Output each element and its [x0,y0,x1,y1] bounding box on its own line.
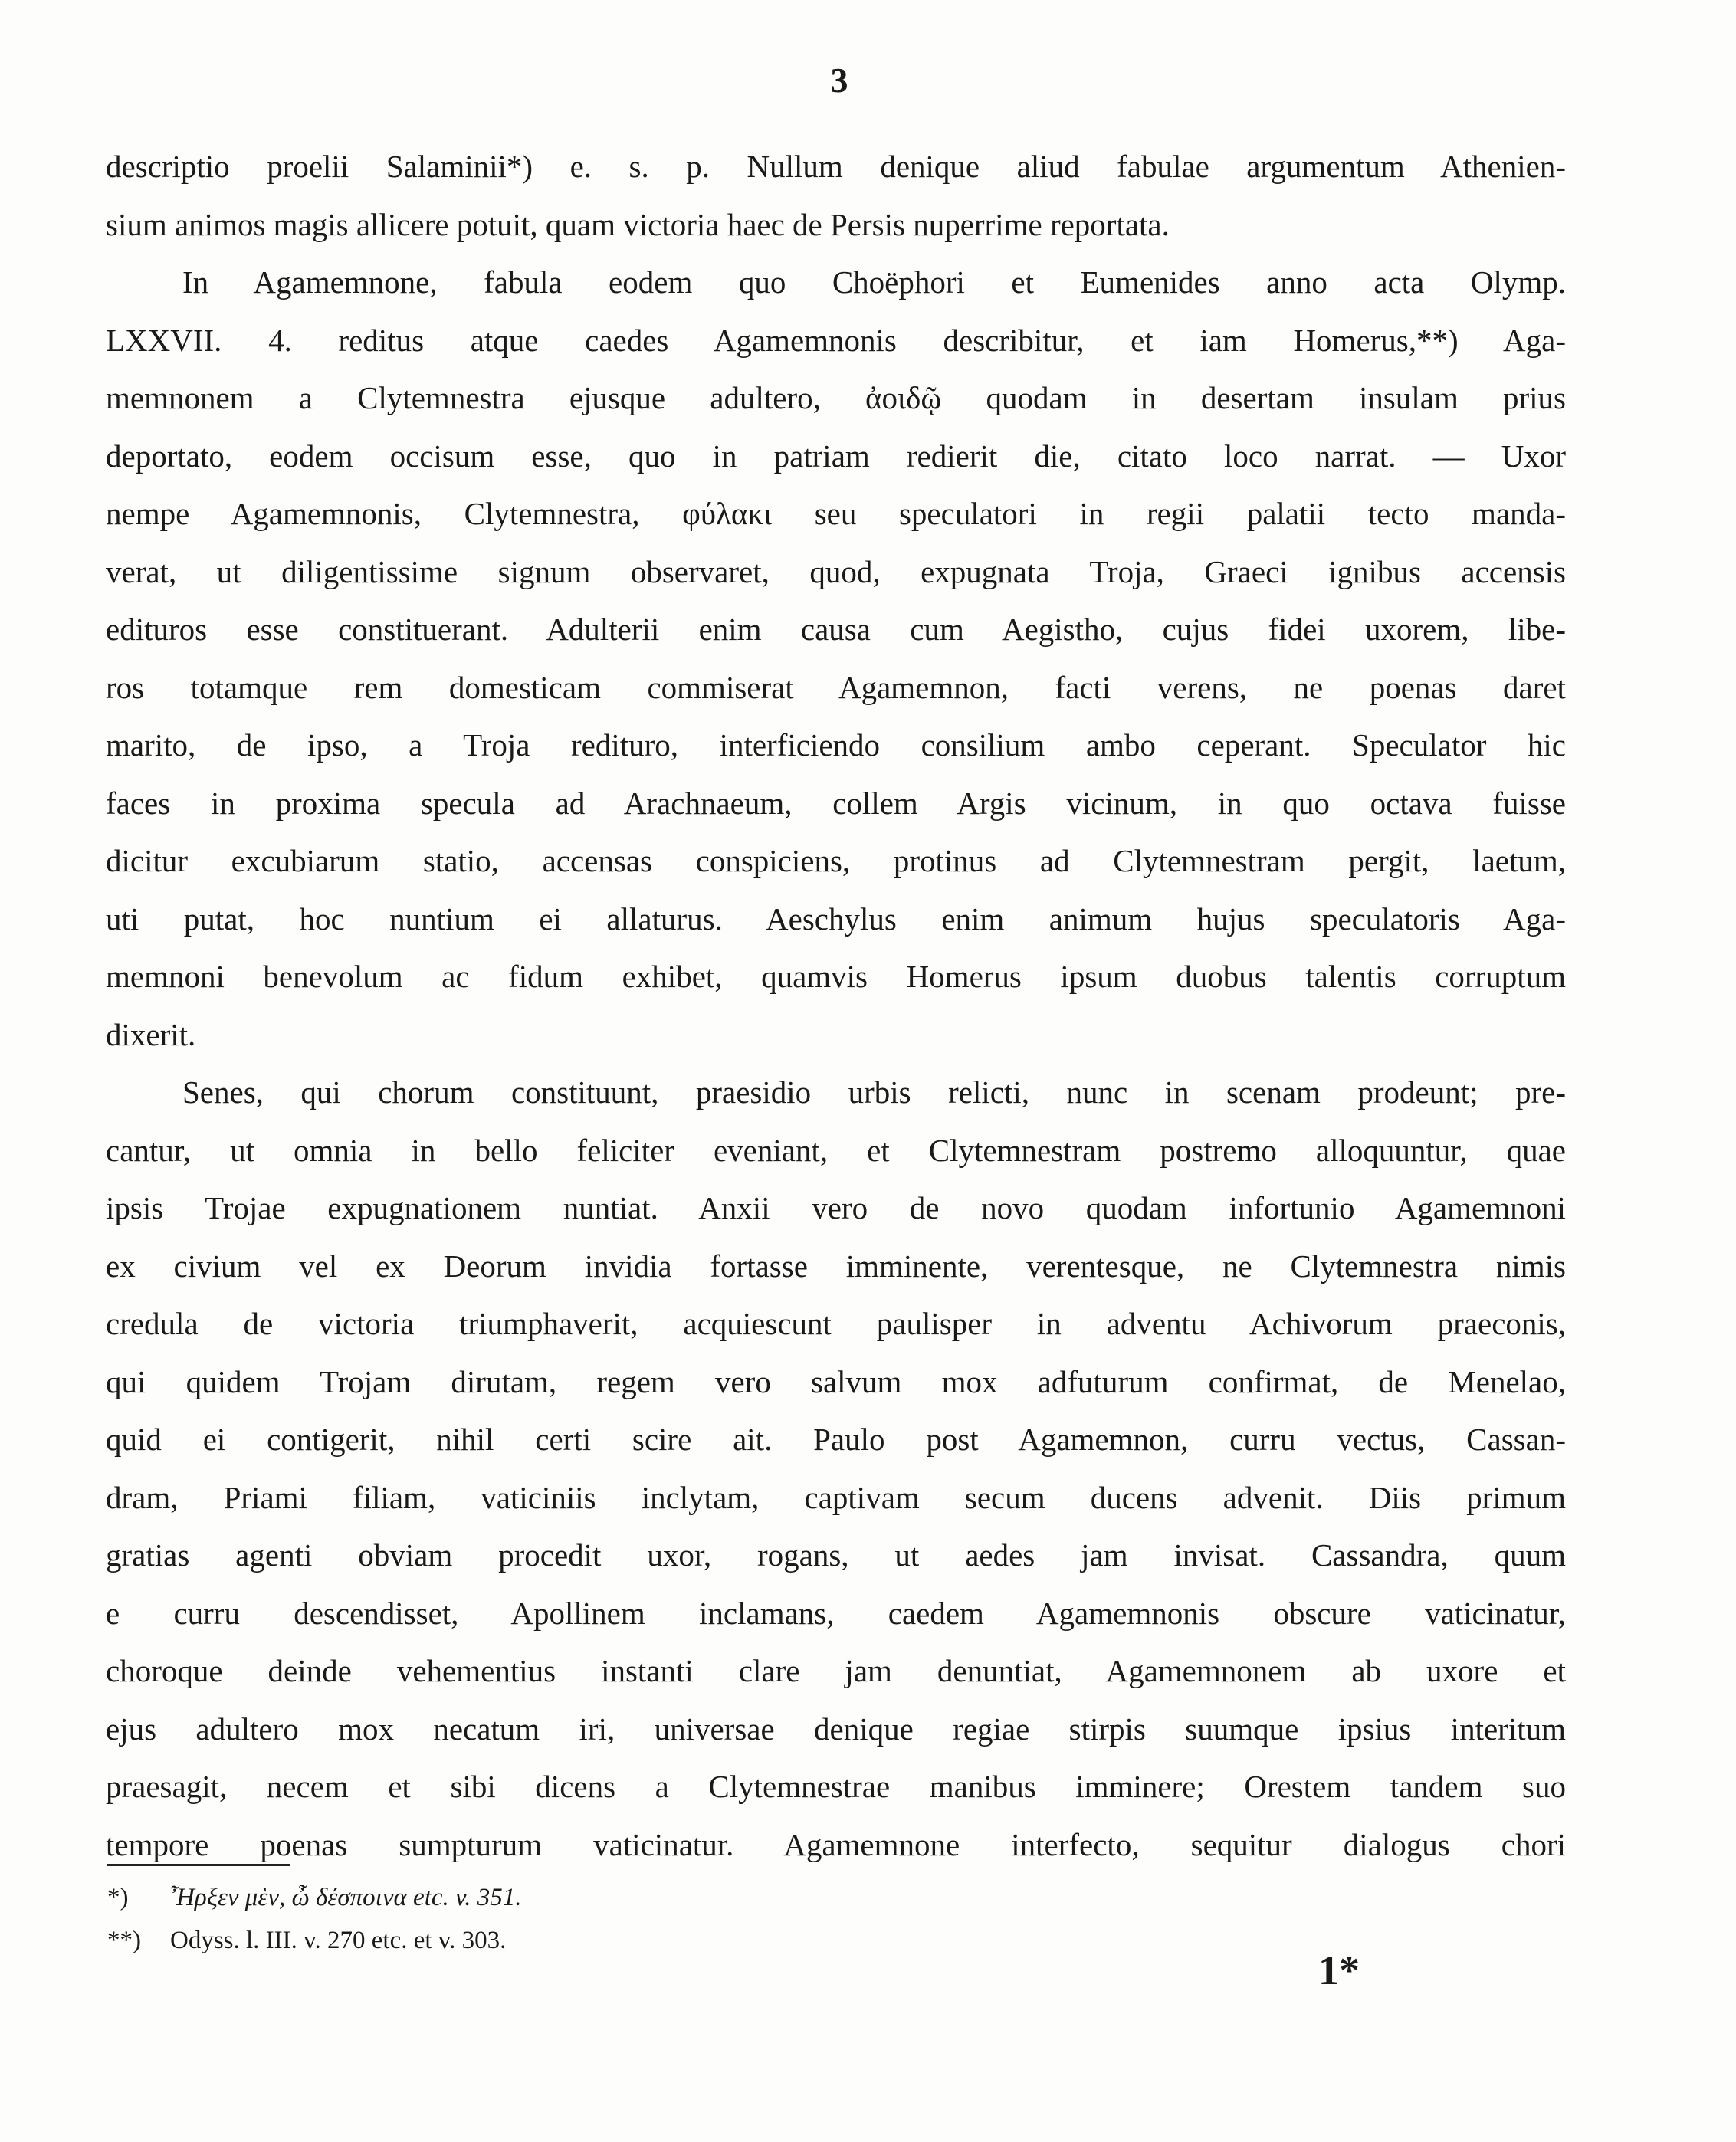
footnote-mark: *) [107,1884,129,1911]
footnote-divider [107,1864,290,1866]
signature-mark: 1* [1318,1947,1360,1993]
text-line: verat, ut diligentissime signum observaret, quod, expugnata Troja, Graeci ignibus accensis [106,553,1566,589]
text-line: ros totamque rem domesticam commiserat Agamemnon, facti verens, ne poenas daret [106,669,1566,705]
text-line: ipsis Trojae expugnationem nuntiat. Anxii vero de novo quodam infortunio Agamemnoni [106,1190,1566,1225]
text-line: deportato, eodem occisum esse, quo in patriam redierit die, citato loco narrat. — Uxor [106,438,1566,474]
text-line: cantur, ut omnia in bello feliciter eveniant, et Clytemnestram postremo alloquuntur, quae [106,1132,1566,1168]
text-line: edituros esse constituerant. Adulterii enim causa cum Aegistho, cujus fidei uxorem, libe- [106,612,1566,647]
body-text [106,138,1566,1874]
text-line: Senes, qui chorum constituunt, praesidio urbis relicti, nunc in scenam prodeunt; pre- [182,1074,1566,1110]
footnote [107,1876,874,1919]
text-line: dram, Priami filiam, vaticiniis inclytam, captivam secum ducens advenit. Diis primum [106,1479,1566,1515]
text-line: memnonem a Clytemnestra ejusque adultero, ἀοιδῷ quodam in desertam insulam prius [106,380,1566,415]
text-line: uti putat, hoc nuntium ei allaturus. Aeschylus enim animum hujus speculatoris Aga- [106,900,1566,937]
text-line: memnoni benevolum ac fidum exhibet, quamvis Homerus ipsum duobus talentis corruptum [106,959,1566,994]
footnote [107,1919,874,1962]
text-line: credula de victoria triumphaverit, acquiescunt paulisper in adventu Achivorum praeconis, [106,1306,1566,1341]
text-line: tempore poenas sumpturum vaticinatur. Agamemnone interfecto, sequitur dialogus chori [106,1826,1566,1862]
footnote-mark: **) [107,1927,141,1954]
text-line: qui quidem Trojam dirutam, regem vero salvum mox adfuturum confirmat, de Menelao, [106,1363,1566,1399]
text-line: faces in proxima specula ad Arachnaeum, collem Argis vicinum, in quo octava fuisse [106,785,1566,821]
footnote-text: Ἦρξεν μὲν, ὦ δέσποινα etc. v. 351. [170,1884,522,1911]
text-line: ex civium vel ex Deorum invidia fortasse imminente, verentesque, ne Clytemnestra nimis [106,1248,1566,1284]
text-line: ejus adultero mox necatum iri, universae denique regiae stirpis suumque ipsius interitum [106,1711,1566,1747]
text-line: e curru descendisset, Apollinem inclamans, caedem Agamemnonis obscure vaticinatur, [106,1595,1566,1631]
text-line: nempe Agamemnonis, Clytemnestra, φύλακι seu speculatori in regii palatii tecto manda- [106,496,1566,531]
text-line: gratias agenti obviam procedit uxor, rogans, ut aedes jam invisat. Cassandra, quum [106,1537,1566,1573]
text-line: dixerit. [106,1016,196,1052]
text-line: quid ei contigerit, nihil certi scire ait. Paulo post Agamemnon, curru vectus, Cassan- [106,1422,1566,1457]
text-line: marito, de ipso, a Troja redituro, interficiendo consilium ambo ceperant. Speculator hic [106,727,1566,763]
text-line: dicitur excubiarum statio, accensas conspiciens, protinus ad Clytemnestram pergit, laetum, [106,843,1566,878]
text-line: choroque deinde vehementius instanti clare jam denuntiat, Agamemnonem ab uxore et [106,1653,1566,1688]
text-line: In Agamemnone, fabula eodem quo Choëphori et Eumenides anno acta Olymp. [182,264,1566,300]
footnote-text: Odyss. l. III. v. 270 etc. et v. 303. [170,1927,507,1954]
text-line: sium animos magis allicere potuit, quam victoria haec de Persis nuperrime reportata. [106,206,1170,242]
text-line: descriptio proelii Salaminii*) e. s. p. Nullum denique aliud fabulae argumentum Athenien- [106,149,1566,184]
footnotes [107,1876,874,1962]
text-line: LXXVII. 4. reditus atque caedes Agamemnonis describitur, et iam Homerus,**) Aga- [106,322,1566,358]
text-line: praesagit, necem et sibi dicens a Clytemnestrae manibus imminere; Orestem tandem suo [106,1769,1566,1804]
page-number: 3 [830,61,848,100]
